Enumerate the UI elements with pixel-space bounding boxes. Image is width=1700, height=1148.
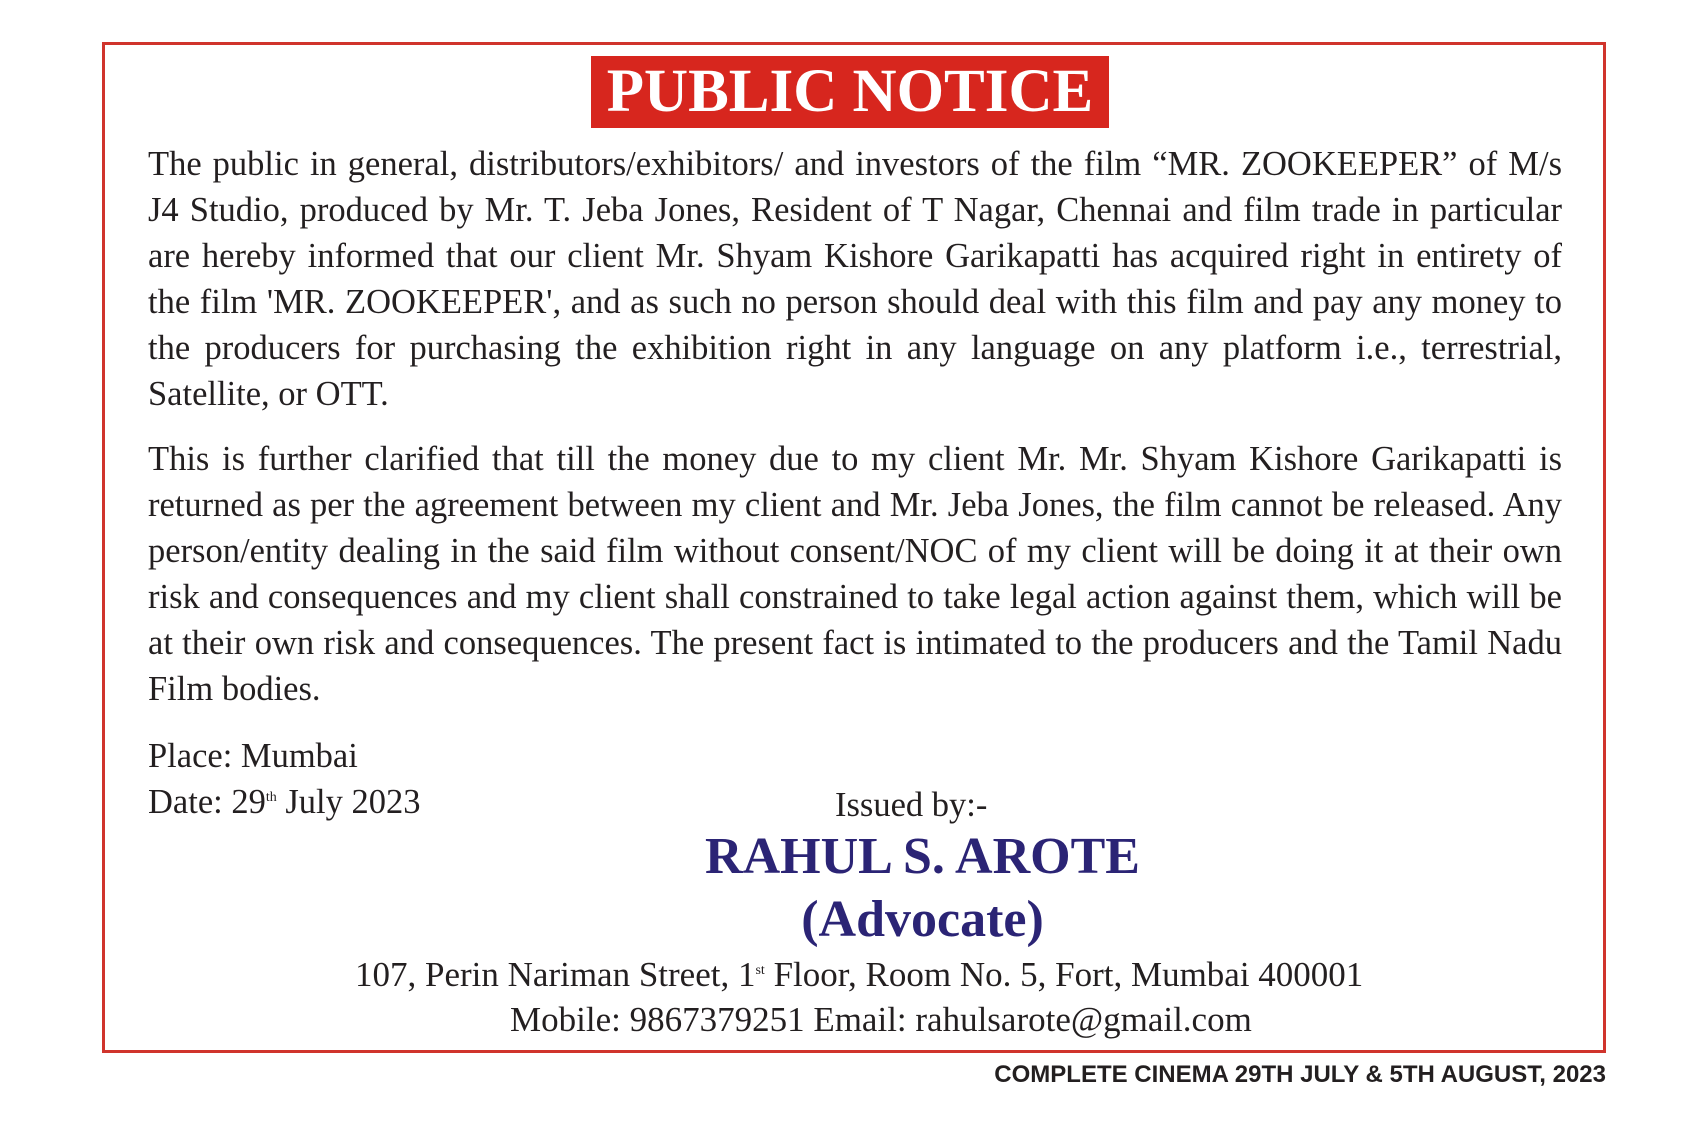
address-line: [355, 952, 1363, 998]
advocate-title: (Advocate): [801, 891, 1044, 948]
contact-line: Mobile: 9867379251 Email: rahulsarote@gmail.com: [510, 1000, 1252, 1039]
date-suffix: July 2023: [276, 783, 421, 821]
date-superscript: th: [265, 790, 277, 805]
date-line: [148, 779, 421, 825]
notice-paragraph-2: This is further clarified that till the money due to my client Mr. Mr. Shyam Kishore Garikapatti is returned as per the agreement between my client and Mr. Jeba Jones, the film cannot be released. Any person/entity dealing in the said film without consent/NOC of my client will be doing it at their own risk and consequences and my client shall constrained to take legal action against them, which will be at their own risk and consequences. The present fact is intimated to the producers and the Tamil Nadu Film bodies.: [148, 440, 1562, 708]
advocate-name: RAHUL S. AROTE: [705, 828, 1140, 885]
place-line: Place: Mumbai: [148, 737, 358, 775]
issued-by-label: Issued by:-: [835, 786, 988, 824]
publication-footer: COMPLETE CINEMA 29TH JULY & 5TH AUGUST, 2023: [994, 1061, 1606, 1088]
title-container: [0, 56, 1700, 128]
address-prefix: 107, Perin Nariman Street, 1: [355, 955, 756, 994]
date-prefix: Date: 29: [148, 783, 266, 821]
notice-title: PUBLIC NOTICE: [591, 56, 1109, 128]
address-superscript: st: [755, 963, 765, 978]
notice-paragraph-1: The public in general, distributors/exhibitors/ and investors of the film “MR. ZOOKEEPER” of M/s J4 Studio, produced by Mr. T. Jeba Jones, Resident of T Nagar, Chennai and film trade in particular are hereby informed that our client Mr. Shyam Kishore Garikapatti has acquired right in entirety of the film 'MR. ZOOKEEPER', and as such no person should deal with this film and pay any money to the producers for purchasing the exhibition right in any language on any platform i.e., terrestrial, Satellite, or OTT.: [148, 145, 1562, 413]
address-suffix: Floor, Room No. 5, Fort, Mumbai 400001: [764, 955, 1364, 994]
